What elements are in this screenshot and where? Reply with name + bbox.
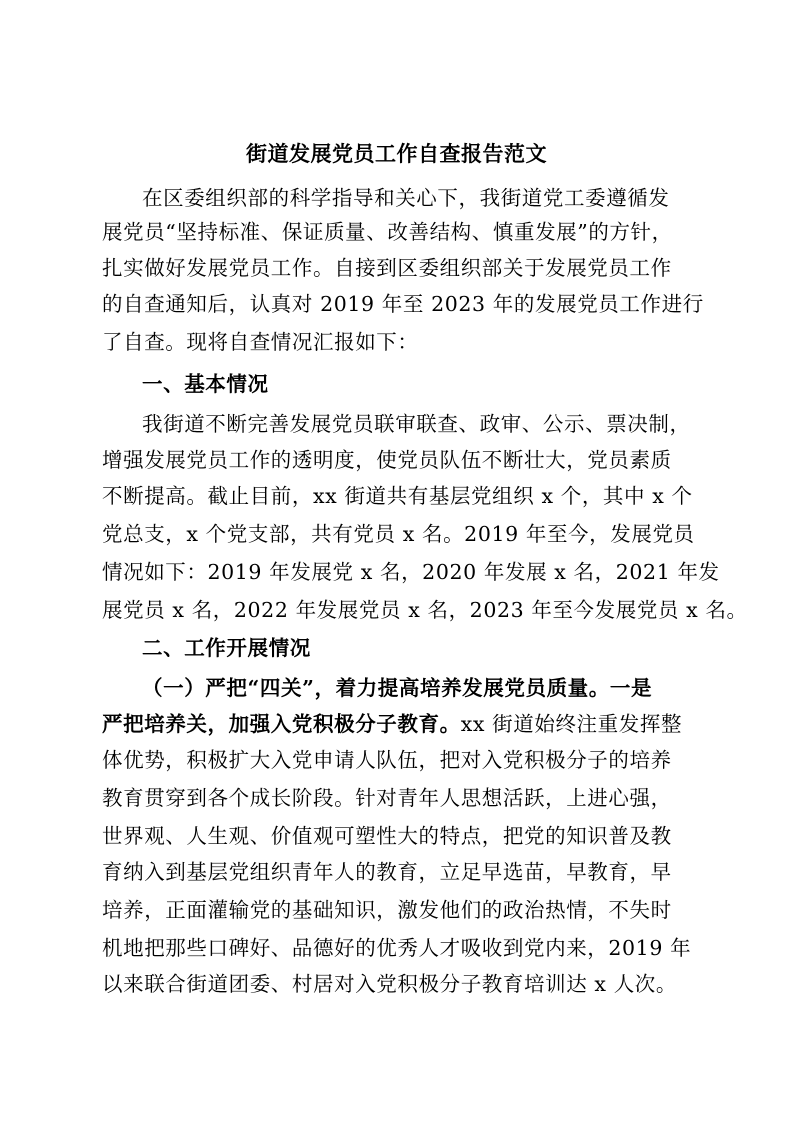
subsection-lead-rest: xx 街道始终注重发挥整 <box>460 712 683 736</box>
section2-line-3: 世界观、人生观、价值观可塑性大的特点，把党的知识普及教 <box>102 824 672 848</box>
intro-line-4: 的自查通知后，认真对 2019 年至 2023 年的发展党员工作进行 <box>102 292 704 316</box>
section2-line-7: 以来联合街道团委、村居对入党积极分子教育培训达 x 人次。 <box>102 972 677 996</box>
section1-line-3: 不断提高。截止目前，xx 街道共有基层党组织 x 个，其中 x 个 <box>102 484 693 508</box>
section-heading-work: 二、工作开展情况 <box>142 636 311 660</box>
subsection-heading-1: （一）严把“四关”，着力提高培养发展党员质量。一是 <box>142 676 653 700</box>
section1-line-4: 党总支，x 个党支部，共有党员 x 名。2019 年至今，发展党员 <box>102 522 695 546</box>
document-title: 街道发展党员工作自查报告范文 <box>246 141 547 166</box>
section1-line-6: 展党员 x 名，2022 年发展党员 x 名，2023 年至今发展党员 x 名。 <box>102 598 748 622</box>
section2-line-6: 机地把那些口碑好、品德好的优秀人才吸收到党内来，2019 年 <box>102 936 692 960</box>
section1-line-5: 情况如下：2019 年发展党 x 名，2020 年发展 x 名，2021 年发 <box>102 560 720 584</box>
section-heading-basic: 一、基本情况 <box>142 372 269 396</box>
section2-line-mixed <box>102 710 682 738</box>
subsection-lead-bold: 严把培养关，加强入党积极分子教育。 <box>102 712 461 736</box>
section1-line-1: 我街道不断完善发展党员联审联查、政审、公示、票决制， <box>142 412 691 436</box>
section2-line-2: 教育贯穿到各个成长阶段。针对青年人思想活跃，上进心强， <box>102 786 672 810</box>
section2-line-5: 培养，正面灌输党的基础知识，激发他们的政治热情，不失时 <box>102 898 672 922</box>
section1-line-2: 增强发展党员工作的透明度，使党员队伍不断壮大，党员素质 <box>102 448 672 472</box>
intro-line-3: 扎实做好发展党员工作。自接到区委组织部关于发展党员工作 <box>102 256 672 280</box>
intro-line-5: 了自查。现将自查情况汇报如下： <box>102 330 419 354</box>
section2-line-1: 体优势，积极扩大入党申请人队伍，把对入党积极分子的培养 <box>102 748 672 772</box>
section2-line-4: 育纳入到基层党组织青年人的教育，立足早选苗，早教育，早 <box>102 860 672 884</box>
intro-line-2: 展党员“坚持标准、保证质量、改善结构、慎重发展”的方针， <box>102 220 673 244</box>
intro-line-1: 在区委组织部的科学指导和关心下，我街道党工委遵循发 <box>142 186 670 210</box>
